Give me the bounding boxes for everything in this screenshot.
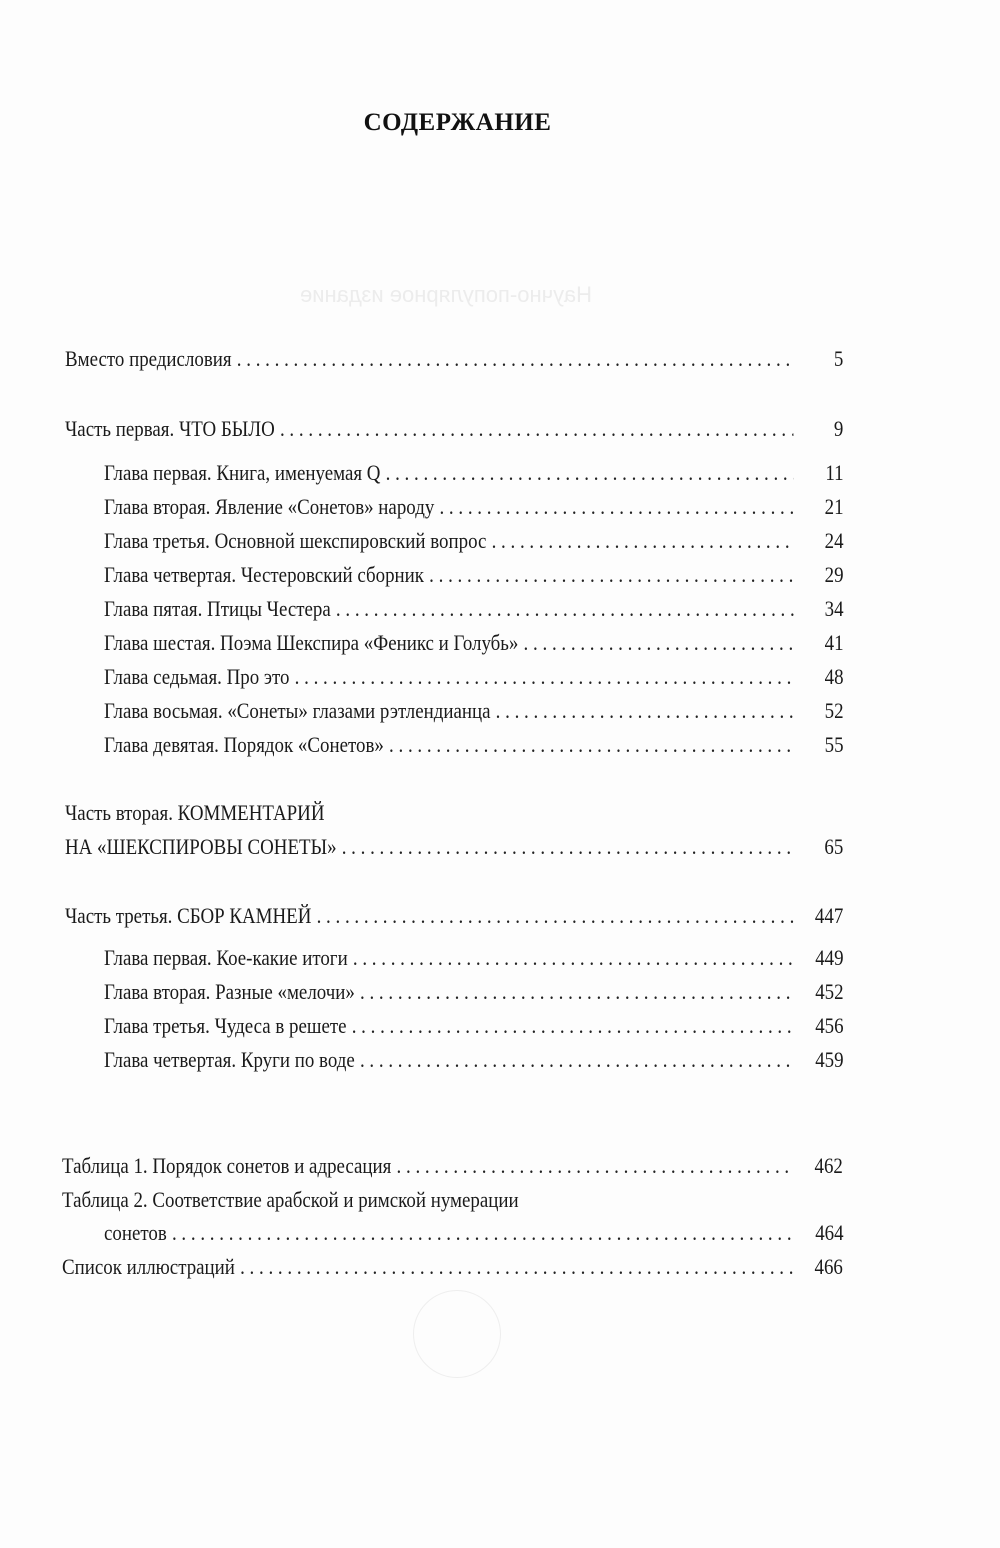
toc-entry-label: Часть первая. ЧТО БЫЛО — [65, 416, 275, 441]
toc-chapter[interactable] — [104, 1047, 844, 1073]
toc-entry-label: Глава седьмая. Про это — [104, 664, 290, 689]
dot-leader — [524, 630, 794, 656]
toc-entry-label: Глава четвертая. Круги по воде — [104, 1047, 355, 1072]
toc-entry-label: Глава пятая. Птицы Честера — [104, 596, 331, 621]
toc-entry-label: Вместо предисловия — [65, 346, 232, 371]
page-title: СОДЕРЖАНИЕ — [363, 108, 552, 136]
toc-entry-label: Глава вторая. Разные «мелочи» — [104, 979, 355, 1004]
toc-chapter[interactable] — [104, 460, 844, 486]
toc-chapter[interactable] — [104, 732, 844, 758]
toc-entry-table1[interactable] — [62, 1153, 843, 1179]
dot-leader — [353, 945, 794, 971]
toc-page-number: 452 — [815, 979, 844, 1004]
bleed-through-age-badge — [413, 1290, 501, 1378]
toc-entry-label: Глава восьмая. «Сонеты» глазами рэтлендианца — [104, 698, 491, 723]
toc-chapter[interactable] — [104, 528, 844, 554]
toc-entry-label: сонетов — [104, 1220, 167, 1245]
dot-leader — [386, 460, 794, 486]
toc-entry-label: НА «ШЕКСПИРОВЫ СОНЕТЫ» — [65, 834, 337, 859]
toc-page-number: 464 — [815, 1220, 844, 1245]
toc-entry-table2[interactable] — [104, 1220, 844, 1246]
toc-page-number: 449 — [815, 945, 844, 970]
toc-page-number: 466 — [814, 1254, 843, 1279]
toc-entry-label: Список иллюстраций — [62, 1254, 235, 1279]
toc-entry-label: Глава вторая. Явление «Сонетов» народу — [104, 494, 435, 519]
dot-leader — [397, 1153, 793, 1179]
toc-chapter[interactable] — [104, 630, 844, 656]
dot-leader — [389, 732, 794, 758]
toc-entry-label: Глава шестая. Поэма Шекспира «Феникс и Голубь» — [104, 630, 519, 655]
toc-page-number: 29 — [824, 562, 844, 587]
toc-chapter[interactable] — [104, 1013, 844, 1039]
toc-page-number: 5 — [833, 346, 844, 371]
toc-page-number: 21 — [824, 494, 844, 519]
toc-chapter[interactable] — [104, 664, 844, 690]
toc-entry-label: Глава четвертая. Честеровский сборник — [104, 562, 425, 587]
dot-leader — [317, 903, 794, 929]
toc-page-number: 447 — [814, 903, 844, 928]
toc-page-number: 459 — [815, 1047, 844, 1072]
dot-leader — [360, 1047, 794, 1073]
toc-entry-table2-line1[interactable]: Таблица 2. Соответствие арабской и римской нумерации — [62, 1187, 519, 1212]
dot-leader — [172, 1220, 794, 1246]
toc-entry-preface[interactable] — [65, 346, 843, 372]
dot-leader — [439, 494, 793, 520]
bleed-through-text: Научно-популярное издание — [300, 282, 592, 307]
toc-page-number: 24 — [824, 528, 844, 553]
toc-page-number: 462 — [814, 1153, 843, 1178]
toc-chapter[interactable] — [104, 562, 844, 588]
dot-leader — [429, 562, 794, 588]
toc-entry-label: Глава девятая. Порядок «Сонетов» — [104, 732, 384, 757]
dot-leader — [280, 416, 793, 442]
dot-leader — [360, 979, 794, 1005]
toc-entry-illustrations[interactable] — [62, 1254, 843, 1280]
toc-entry-label: Часть третья. СБОР КАМНЕЙ — [65, 903, 312, 928]
dot-leader — [352, 1013, 794, 1039]
toc-entry-part3[interactable] — [65, 903, 843, 929]
toc-chapter[interactable] — [104, 494, 844, 520]
toc-entry-label: Глава первая. Книга, именуемая Q — [104, 460, 381, 485]
toc-entry-label: Глава первая. Кое-какие итоги — [104, 945, 348, 970]
toc-page-number: 34 — [824, 596, 844, 621]
toc-chapter[interactable] — [104, 596, 844, 622]
dot-leader — [295, 664, 794, 690]
toc-page-number: 11 — [825, 460, 844, 485]
dot-leader — [342, 834, 794, 860]
toc-chapter[interactable] — [104, 698, 844, 724]
toc-entry-label: Глава третья. Чудеса в решете — [104, 1013, 347, 1038]
toc-entry-part2[interactable] — [65, 834, 843, 860]
toc-chapter[interactable] — [104, 979, 844, 1005]
toc-page-number: 41 — [824, 630, 844, 655]
toc-page-number: 456 — [815, 1013, 844, 1038]
toc-page-number: 52 — [824, 698, 844, 723]
dot-leader — [237, 346, 794, 372]
toc-entry-label: Глава третья. Основной шекспировский вопрос — [104, 528, 487, 553]
dot-leader — [496, 698, 794, 724]
toc-page-number: 48 — [824, 664, 844, 689]
toc-chapter[interactable] — [104, 945, 844, 971]
toc-entry-label: Таблица 1. Порядок сонетов и адресация — [62, 1153, 392, 1178]
toc-entry-part2-line1[interactable]: Часть вторая. КОММЕНТАРИЙ — [65, 800, 325, 825]
toc-page-number: 65 — [824, 834, 844, 859]
dot-leader — [492, 528, 794, 554]
toc-page-number: 55 — [824, 732, 844, 757]
toc-entry-part1[interactable] — [65, 416, 843, 442]
dot-leader — [240, 1254, 793, 1280]
toc-page-number: 9 — [833, 416, 844, 441]
dot-leader — [336, 596, 794, 622]
